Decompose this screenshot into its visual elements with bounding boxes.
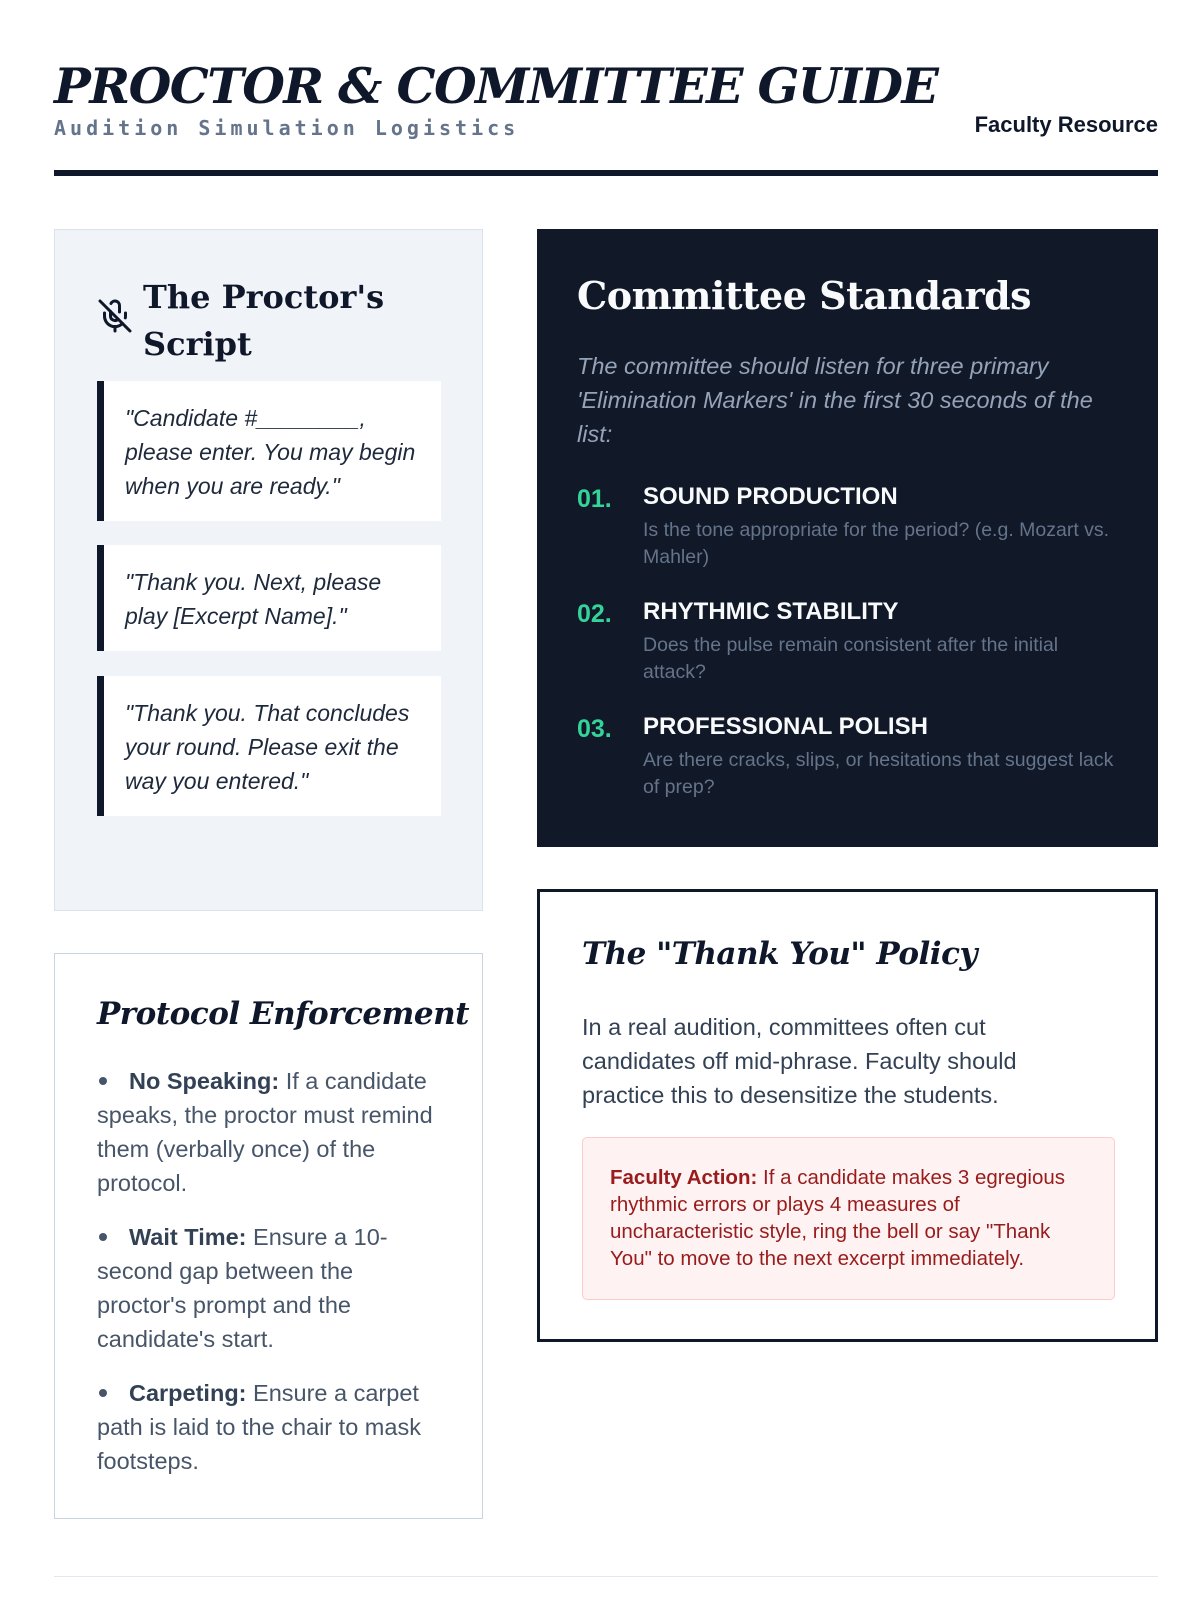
script-quote-next: "Thank you. Next, please play [Excerpt Name].": [97, 545, 441, 651]
proctor-script-header: [97, 274, 437, 368]
rule-carpeting: [97, 1376, 447, 1478]
rule-label: No Speaking:: [129, 1068, 280, 1094]
committee-standards-card: [537, 229, 1158, 847]
page-title: PROCTOR & COMMITTEE GUIDE: [54, 57, 938, 115]
policy-text: In a real audition, committees often cut candidates off mid-phrase. Faculty should practice this to desensitize the students.: [582, 1014, 1017, 1108]
microphone-off-icon: [97, 298, 133, 334]
rule-label: Carpeting:: [129, 1380, 247, 1406]
marker-number: 02.: [577, 600, 612, 628]
rule-no-speaking: [97, 1064, 447, 1200]
page-header: [54, 58, 1158, 176]
marker-title: RHYTHMIC STABILITY: [643, 598, 899, 625]
rule-wait-time: [97, 1220, 447, 1356]
page-subtitle: Audition Simulation Logistics: [54, 116, 520, 140]
faculty-action-label: Faculty Action:: [610, 1166, 758, 1189]
thank-you-policy-card: [537, 889, 1158, 1342]
proctor-script-title: The Proctor's Script: [143, 278, 385, 363]
marker-description: Is the tone appropriate for the period? (e.g. Mozart vs. Mahler): [643, 519, 1110, 568]
bullet-icon: [99, 1077, 107, 1085]
bullet-icon: [99, 1233, 107, 1241]
marker-description: Are there cracks, slips, or hesitations that suggest lack of prep?: [643, 749, 1114, 798]
script-quote-enter: "Candidate #________, please enter. You may begin when you are ready.": [97, 381, 441, 521]
footer-divider: [54, 1576, 1158, 1577]
faculty-action-alert: [582, 1137, 1115, 1300]
rule-label: Wait Time:: [129, 1224, 247, 1250]
marker-title: PROFESSIONAL POLISH: [643, 713, 928, 740]
marker-number: 01.: [577, 485, 612, 513]
marker-description: Does the pulse remain consistent after the initial attack?: [643, 634, 1059, 683]
script-quote-exit: "Thank you. That concludes your round. Please exit the way you entered.": [97, 676, 441, 816]
protocol-enforcement-card: [54, 953, 483, 1519]
proctor-script-card: [54, 229, 483, 911]
marker-number: 03.: [577, 715, 612, 743]
rule-text: Ensure a carpet path is laid to the chair to mask footsteps.: [97, 1380, 421, 1474]
protocol-rules-list: [97, 1064, 447, 1498]
faculty-action-text: If a candidate makes 3 egregious rhythmic errors or plays 4 measures of uncharacteristic style, ring the bell or say "Thank You" to move to the next excerpt immediately.: [610, 1166, 1066, 1270]
rule-text: If a candidate speaks, the proctor must remind them (verbally once) of the protocol.: [97, 1068, 433, 1196]
standards-title: Committee Standards: [577, 273, 1032, 318]
rule-text: Ensure a 10-second gap between the proctor's prompt and the candidate's start.: [97, 1224, 388, 1352]
faculty-resource-label: Faculty Resource: [974, 112, 1158, 137]
policy-title: The "Thank You" Policy: [582, 936, 977, 972]
bullet-icon: [99, 1389, 107, 1397]
marker-title: SOUND PRODUCTION: [643, 483, 898, 510]
standards-intro: The committee should listen for three primary 'Elimination Markers' in the first 30 seconds of the list:: [577, 353, 1093, 447]
protocol-title: Protocol Enforcement: [97, 996, 469, 1032]
